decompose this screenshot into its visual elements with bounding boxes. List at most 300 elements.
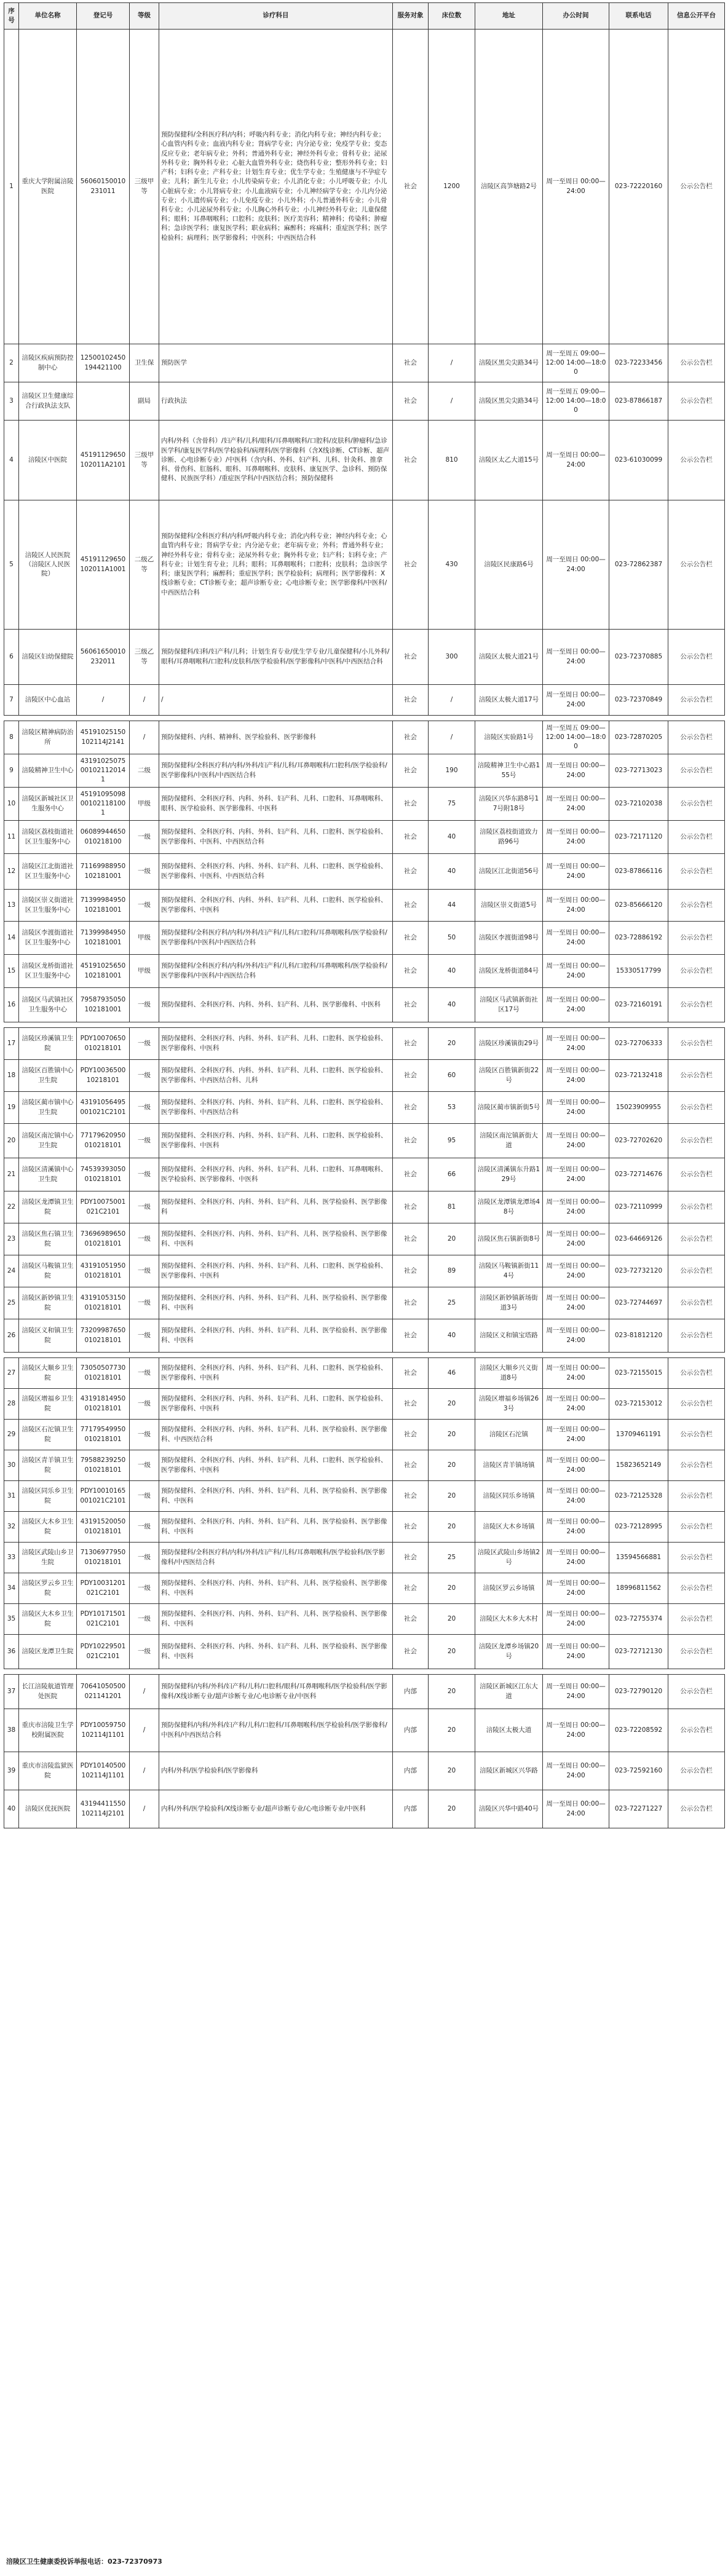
cell-phone: 023-72790120	[609, 1675, 668, 1709]
cell-beds: 20	[429, 1223, 475, 1255]
table-row	[4, 1543, 725, 1573]
cell-beds: 95	[429, 1124, 475, 1158]
table-row	[4, 1319, 725, 1353]
cell-no: 25	[4, 1287, 19, 1319]
hospital-table	[4, 2, 725, 1828]
cell-scope: 内科/外科/医学检验科/医学影像科	[159, 1752, 393, 1790]
cell-scope: 预防保健科/全科医疗科/内科；呼吸内科专业；消化内科专业；神经内科专业；心血管内科专业；血液内科专业；肾病学专业；内分泌专业；免疫学专业；变态反应专业；老年病专业；外科；普通外科专业；神经外科专业；骨科专业；泌尿外科专业；胸外科专业；心脏大血管外科专业；烧伤科专业；整形外科专业；妇产科；妇科专业；产科专业；计划生育专业；优生学专业；生殖健康与不孕症专业；儿科；新生儿专业；小儿传染病专业；小儿消化专业；小儿呼吸专业；小儿心脏病专业；小儿肾病专业；小儿血液病专业；小儿神经病学专业；小儿内分泌专业；小儿遗传病专业；小儿免疫专业；小儿外科；小儿普通外科专业；小儿骨科专业；小儿泌尿外科专业；小儿胸心外科专业；小儿神经外科专业；儿童保健科；眼科；耳鼻咽喉科；口腔科；皮肤科；医疗美容科；精神科；传染科；肿瘤科；急诊医学科；康复医学科；职业病科；麻醉科；疼痛科；重症医学科；医学检验科；病理科；医学影像科；中医科；中西医结合科	[159, 30, 393, 344]
cell-grade: 一级	[130, 1060, 159, 1092]
cell-beds: 75	[429, 788, 475, 821]
cell-service: 社会	[393, 1287, 429, 1319]
separator-cell	[4, 1669, 725, 1675]
cell-address: 涪陵区实验路1号	[475, 721, 543, 754]
cell-phone: 023-72712130	[609, 1635, 668, 1669]
cell-reg: PDY10075001021C2101	[77, 1191, 130, 1223]
cell-platform: 公示公告栏	[668, 1287, 725, 1319]
cell-platform: 公示公告栏	[668, 788, 725, 821]
cell-beds: 20	[429, 1604, 475, 1635]
cell-no: 27	[4, 1358, 19, 1389]
cell-phone: 023-72862387	[609, 500, 668, 630]
header-phone: 联系电话	[609, 3, 668, 30]
cell-service: 社会	[393, 1604, 429, 1635]
cell-no: 3	[4, 382, 19, 421]
cell-name: 涪陵区中医院	[19, 421, 77, 500]
hospital-list-sheet	[4, 2, 724, 1828]
cell-name: 重庆市涪陵卫生学校附属医院	[19, 1709, 77, 1752]
cell-reg: 45191129650102011A1001	[77, 500, 130, 630]
cell-phone: 023-72102038	[609, 788, 668, 821]
cell-grade: 一级	[130, 1635, 159, 1669]
cell-scope: 预防保健科、全科医疗科、内科、外科、妇产科、儿科、口腔科、医学检验科、医学影像科、中医科	[159, 890, 393, 922]
cell-address: 涪陵区崇义街道5号	[475, 890, 543, 922]
cell-hours: 周一至周日 00:00—24:00	[543, 1481, 609, 1512]
cell-no: 29	[4, 1420, 19, 1450]
cell-scope: 预防保健科、全科医疗科、内科、外科、妇产科、儿科、医学影像科、中医科	[159, 988, 393, 1022]
cell-platform: 公示公告栏	[668, 955, 725, 988]
cell-platform: 公示公告栏	[668, 821, 725, 854]
cell-phone: 023-72706333	[609, 1028, 668, 1060]
cell-no: 4	[4, 421, 19, 500]
cell-scope: 预防保健科、全科医疗科、内科、外科、妇产科、儿科、口腔科、医学检验科、医学影像科、中医科	[159, 1358, 393, 1389]
separator-cell	[4, 1022, 725, 1028]
cell-address: 涪陵区新妙镇新场街道3号	[475, 1287, 543, 1319]
cell-platform: 公示公告栏	[668, 630, 725, 685]
cell-phone: 023-72714676	[609, 1158, 668, 1191]
cell-no: 35	[4, 1604, 19, 1635]
cell-grade: 副局	[130, 382, 159, 421]
table-row	[4, 1675, 725, 1709]
cell-name: 涪陵区大木乡卫生院	[19, 1512, 77, 1543]
cell-hours: 周一至周日 00:00—24:00	[543, 1158, 609, 1191]
cell-no: 17	[4, 1028, 19, 1060]
cell-service: 社会	[393, 1060, 429, 1092]
cell-scope: 内科/外科/医学检验科/X线诊断专业/超声诊断专业/心电诊断专业/中医科	[159, 1790, 393, 1828]
cell-phone: 13709461191	[609, 1420, 668, 1450]
cell-platform: 公示公告栏	[668, 1450, 725, 1481]
cell-hours: 周一至周日 00:00—24:00	[543, 890, 609, 922]
cell-grade: 卫生保	[130, 344, 159, 382]
cell-platform: 公示公告栏	[668, 344, 725, 382]
cell-grade: /	[130, 1709, 159, 1752]
cell-name: 涪陵区大顺乡卫生院	[19, 1358, 77, 1389]
cell-service: 社会	[393, 1450, 429, 1481]
table-row	[4, 821, 725, 854]
cell-hours: 周一至周日 00:00—24:00	[543, 1028, 609, 1060]
cell-grade: 一级	[130, 1358, 159, 1389]
cell-grade: 一级	[130, 1124, 159, 1158]
cell-reg: 71306977950010218101	[77, 1543, 130, 1573]
cell-grade: 一级	[130, 1389, 159, 1420]
cell-no: 1	[4, 30, 19, 344]
cell-beds: 44	[429, 890, 475, 922]
cell-scope: 预防保健科、全科医疗科、内科、外科、妇产科、儿科、医学检验科、医学影像科、中医科	[159, 1573, 393, 1604]
cell-name: 重庆大学附属涪陵医院	[19, 30, 77, 344]
cell-phone: 023-72153012	[609, 1389, 668, 1420]
table-row	[4, 1790, 725, 1828]
cell-name: 涪陵精神卫生中心	[19, 754, 77, 788]
cell-hours: 周一至周日 00:00—24:00	[543, 1790, 609, 1828]
cell-no: 39	[4, 1752, 19, 1790]
cell-platform: 公示公告栏	[668, 1420, 725, 1450]
cell-no: 14	[4, 922, 19, 955]
cell-beds: 20	[429, 1389, 475, 1420]
table-row	[4, 421, 725, 500]
header-no: 序号	[4, 3, 19, 30]
cell-scope: 预防保健科/内科/外科/妇产科/儿科/口腔科/耳鼻咽喉科/医学检验科/医学影像科/中医科/中西医结合科	[159, 1709, 393, 1752]
cell-grade: 一级	[130, 890, 159, 922]
cell-grade: 一级	[130, 1319, 159, 1353]
cell-phone: 023-72744697	[609, 1287, 668, 1319]
cell-reg: 71169988950102181001	[77, 854, 130, 890]
cell-phone: 023-72155015	[609, 1358, 668, 1389]
cell-no: 19	[4, 1092, 19, 1124]
cell-name: 涪陵区石沱镇卫生院	[19, 1420, 77, 1450]
table-row	[4, 1092, 725, 1124]
table-row	[4, 1158, 725, 1191]
cell-phone: 023-72702620	[609, 1124, 668, 1158]
cell-platform: 公示公告栏	[668, 421, 725, 500]
cell-no: 11	[4, 821, 19, 854]
header-scope: 诊疗科目	[159, 3, 393, 30]
complaint-hotline: 涪陵区卫生健康委投诉举报电话：023-72370973	[6, 2558, 162, 2566]
cell-address: 涪陵区新城区兴华路	[475, 1752, 543, 1790]
cell-hours: 周一至周日 00:00—24:00	[543, 1389, 609, 1420]
table-row	[4, 1450, 725, 1481]
cell-platform: 公示公告栏	[668, 1709, 725, 1752]
cell-hours: 周一至周日 00:00—24:00	[543, 1092, 609, 1124]
cell-phone: 023-72233456	[609, 344, 668, 382]
cell-name: 涪陵区精神病防治所	[19, 721, 77, 754]
table-row	[4, 382, 725, 421]
cell-grade: 一级	[130, 1191, 159, 1223]
cell-grade: 一级	[130, 1481, 159, 1512]
table-row	[4, 988, 725, 1022]
cell-service: 社会	[393, 1543, 429, 1573]
cell-address: 涪陵区兴华中路40号	[475, 1790, 543, 1828]
cell-beds: 60	[429, 1060, 475, 1092]
cell-service: 社会	[393, 1223, 429, 1255]
cell-reg: 73696989650010218101	[77, 1223, 130, 1255]
cell-beds: /	[429, 382, 475, 421]
cell-hours: 周一至周日 00:00—24:00	[543, 685, 609, 716]
cell-scope: 预防保健科、全科医疗科、内科、外科、妇产科、儿科、医学检验科、医学影像科、中医科	[159, 1319, 393, 1353]
cell-reg: PDY10031201021C2101	[77, 1573, 130, 1604]
cell-no: 34	[4, 1573, 19, 1604]
cell-hours: 周一至周日 00:00—24:00	[543, 1255, 609, 1287]
cell-beds: /	[429, 685, 475, 716]
cell-name: 涪陵区龙潭镇卫生院	[19, 1191, 77, 1223]
cell-hours: 周一至周日 00:00—24:00	[543, 788, 609, 821]
cell-reg: PDY10229501021C2101	[77, 1635, 130, 1669]
cell-scope: /	[159, 685, 393, 716]
cell-service: 社会	[393, 1028, 429, 1060]
cell-reg: 74539393050010218101	[77, 1158, 130, 1191]
cell-platform: 公示公告栏	[668, 988, 725, 1022]
cell-grade: 一级	[130, 1604, 159, 1635]
cell-address: 涪陵区珍溪镇街29号	[475, 1028, 543, 1060]
cell-beds: 81	[429, 1191, 475, 1223]
cell-grade: 一级	[130, 1255, 159, 1287]
cell-reg: PDY1003650010218101	[77, 1060, 130, 1092]
cell-name: 涪陵区大木乡卫生院	[19, 1604, 77, 1635]
cell-name: 涪陵区新妙镇卫生院	[19, 1287, 77, 1319]
cell-service: 社会	[393, 955, 429, 988]
cell-address: 涪陵区蔺市镇新街5号	[475, 1092, 543, 1124]
cell-phone: 023-81812120	[609, 1319, 668, 1353]
cell-phone: 023-72870205	[609, 721, 668, 754]
cell-service: 社会	[393, 1124, 429, 1158]
cell-platform: 公示公告栏	[668, 890, 725, 922]
cell-grade: 三级乙等	[130, 630, 159, 685]
cell-scope: 预防保健科、全科医疗科、内科、外科、妇产科、儿科、口腔科、医学检验科、医学影像科、中西医结合科	[159, 1092, 393, 1124]
cell-no: 24	[4, 1255, 19, 1287]
cell-hours: 周一至周五 09:00—12:00 14:00—18:00	[543, 721, 609, 754]
cell-grade: 二级乙等	[130, 500, 159, 630]
cell-name: 涪陵区新城社区卫生服务中心	[19, 788, 77, 821]
cell-address: 涪陵区民康路6号	[475, 500, 543, 630]
table-separator	[4, 1353, 725, 1358]
cell-service: 社会	[393, 1319, 429, 1353]
table-row	[4, 1709, 725, 1752]
cell-beds: 50	[429, 922, 475, 955]
cell-scope: 预防保健科、全科医疗科、内科、外科、妇产科、儿科、口腔科、医学检验科、医学影像科、中医科	[159, 1389, 393, 1420]
cell-beds: 40	[429, 854, 475, 890]
cell-beds: 810	[429, 421, 475, 500]
cell-name: 涪陵区龙桥街道社区卫生服务中心	[19, 955, 77, 988]
cell-platform: 公示公告栏	[668, 1158, 725, 1191]
cell-grade: /	[130, 685, 159, 716]
cell-address: 涪陵区黑尖尖路34号	[475, 344, 543, 382]
cell-address: 涪陵区同乐乡场镇	[475, 1481, 543, 1512]
cell-reg: 45191025150102114J2141	[77, 721, 130, 754]
cell-name: 长江涪陵航道管理处医院	[19, 1675, 77, 1709]
cell-grade: 一级	[130, 1512, 159, 1543]
cell-platform: 公示公告栏	[668, 1223, 725, 1255]
cell-no: 8	[4, 721, 19, 754]
cell-phone: 023-87866187	[609, 382, 668, 421]
cell-hours: 周一至周日 00:00—24:00	[543, 1287, 609, 1319]
cell-beds: 430	[429, 500, 475, 630]
cell-address: 涪陵区荔枝街道致力路96号	[475, 821, 543, 854]
cell-scope: 预防保健科、全科医疗科、内科、外科、妇产科、儿科、医学检验科、医学影像科、中医科	[159, 1223, 393, 1255]
cell-phone: 023-72110999	[609, 1191, 668, 1223]
cell-scope: 预防保健科/内科/外科/妇产科/儿科/口腔科/眼科/耳鼻咽喉科/医学检验科/医学影像科/X线诊断专业/超声诊断专业/心电诊断专业/中医科	[159, 1675, 393, 1709]
cell-address: 涪陵区太乙大道15号	[475, 421, 543, 500]
cell-grade: /	[130, 1752, 159, 1790]
cell-address: 涪陵精神卫生中心路155号	[475, 754, 543, 788]
cell-phone: 023-64669126	[609, 1223, 668, 1255]
cell-no: 7	[4, 685, 19, 716]
cell-phone: 15823652149	[609, 1450, 668, 1481]
cell-platform: 公示公告栏	[668, 500, 725, 630]
cell-no: 20	[4, 1124, 19, 1158]
cell-hours: 周一至周日 00:00—24:00	[543, 1450, 609, 1481]
cell-scope: 预防保健科/全科医疗科/内科/外科/妇产科/儿科/口腔科/耳鼻咽喉科/医学检验科/医学影像科/中医科/中西医结合科	[159, 922, 393, 955]
cell-name: 涪陵区妇幼保健院	[19, 630, 77, 685]
cell-phone: 023-72755374	[609, 1604, 668, 1635]
cell-reg: 06089944650010218100	[77, 821, 130, 854]
cell-name: 涪陵区焦石镇卫生院	[19, 1223, 77, 1255]
cell-service: 社会	[393, 500, 429, 630]
cell-beds: 53	[429, 1092, 475, 1124]
header-service: 服务对象	[393, 3, 429, 30]
cell-platform: 公示公告栏	[668, 854, 725, 890]
cell-beds: 40	[429, 955, 475, 988]
cell-reg	[77, 382, 130, 421]
cell-hours: 周一至周日 00:00—24:00	[543, 821, 609, 854]
cell-address: 涪陵区石沱镇	[475, 1420, 543, 1450]
cell-service: 社会	[393, 922, 429, 955]
cell-name: 涪陵区疾病预防控制中心	[19, 344, 77, 382]
cell-phone: 13594566881	[609, 1543, 668, 1573]
cell-scope: 预防保健科、全科医疗科、内科、外科、妇产科、儿科、医学检验科、医学影像科、中医科	[159, 1481, 393, 1512]
cell-grade: 一级	[130, 1543, 159, 1573]
cell-reg: 43191520050010218101	[77, 1512, 130, 1543]
cell-beds: 1200	[429, 30, 475, 344]
cell-service: 内部	[393, 1709, 429, 1752]
cell-phone: 18996811562	[609, 1573, 668, 1604]
cell-service: 社会	[393, 344, 429, 382]
cell-platform: 公示公告栏	[668, 754, 725, 788]
cell-address: 涪陵区龙潭镇龙潭场48号	[475, 1191, 543, 1223]
cell-address: 涪陵区南沱镇新街大道	[475, 1124, 543, 1158]
cell-no: 31	[4, 1481, 19, 1512]
cell-name: 涪陵区马武镇社区卫生服务中心	[19, 988, 77, 1022]
cell-address: 涪陵区百胜镇新街22号	[475, 1060, 543, 1092]
cell-beds: 20	[429, 1709, 475, 1752]
cell-phone: 15023909955	[609, 1092, 668, 1124]
cell-hours: 周一至周日 00:00—24:00	[543, 754, 609, 788]
table-row	[4, 1635, 725, 1669]
cell-service: 社会	[393, 630, 429, 685]
cell-scope: 预防保健科、全科医疗科、内科、外科、妇产科、儿科、口腔科、医学检验科、医学影像科、中医科、中西医结合科	[159, 854, 393, 890]
cell-no: 23	[4, 1223, 19, 1255]
cell-name: 涪陵区人民医院（涪陵区人民医院）	[19, 500, 77, 630]
header-beds: 床位数	[429, 3, 475, 30]
cell-reg: PDY10171501021C2101	[77, 1604, 130, 1635]
cell-platform: 公示公告栏	[668, 721, 725, 754]
table-separator	[4, 1669, 725, 1675]
cell-hours: 周一至周日 00:00—24:00	[543, 1223, 609, 1255]
cell-phone: 023-72132418	[609, 1060, 668, 1092]
cell-name: 涪陵区青羊镇卫生院	[19, 1450, 77, 1481]
cell-scope: 预防保健科、全科医疗科、内科、外科、妇产科、儿科、口腔科、耳鼻咽喉科、医学检验科、医学影像科、中医科	[159, 1158, 393, 1191]
cell-no: 13	[4, 890, 19, 922]
cell-beds: 46	[429, 1358, 475, 1389]
cell-service: 社会	[393, 1255, 429, 1287]
cell-hours: 周一至周日 00:00—24:00	[543, 1709, 609, 1752]
cell-platform: 公示公告栏	[668, 1635, 725, 1669]
cell-reg: 77179620950010218101	[77, 1124, 130, 1158]
cell-hours: 周一至周日 00:00—24:00	[543, 1752, 609, 1790]
table-row	[4, 30, 725, 344]
cell-no: 12	[4, 854, 19, 890]
cell-beds: 40	[429, 1319, 475, 1353]
cell-no: 40	[4, 1790, 19, 1828]
cell-platform: 公示公告栏	[668, 1790, 725, 1828]
cell-reg: 45191025650102181001	[77, 955, 130, 988]
cell-phone: 023-72125328	[609, 1481, 668, 1512]
cell-grade: 一级	[130, 1092, 159, 1124]
cell-name: 涪陵区卫生健康综合行政执法支队	[19, 382, 77, 421]
cell-phone: 023-72713023	[609, 754, 668, 788]
cell-phone: 023-72208592	[609, 1709, 668, 1752]
cell-service: 社会	[393, 382, 429, 421]
table-row	[4, 1287, 725, 1319]
cell-phone: 023-87866116	[609, 854, 668, 890]
table-row	[4, 788, 725, 821]
cell-service: 内部	[393, 1790, 429, 1828]
cell-platform: 公示公告栏	[668, 1675, 725, 1709]
table-row	[4, 922, 725, 955]
table-row	[4, 1512, 725, 1543]
cell-reg: 77179549950010218101	[77, 1420, 130, 1450]
cell-beds: 20	[429, 1481, 475, 1512]
cell-phone: 023-61030099	[609, 421, 668, 500]
cell-reg: 45191129650102011A2101	[77, 421, 130, 500]
cell-reg: PDY10140500102114J1101	[77, 1752, 130, 1790]
cell-beds: 20	[429, 1573, 475, 1604]
table-row	[4, 721, 725, 754]
cell-platform: 公示公告栏	[668, 1060, 725, 1092]
cell-address: 涪陵区太极大道17号	[475, 685, 543, 716]
cell-no: 16	[4, 988, 19, 1022]
cell-no: 33	[4, 1543, 19, 1573]
cell-address: 涪陵区太极大道21号	[475, 630, 543, 685]
cell-platform: 公示公告栏	[668, 1319, 725, 1353]
cell-reg: 79588239250010218101	[77, 1450, 130, 1481]
cell-service: 社会	[393, 754, 429, 788]
cell-platform: 公示公告栏	[668, 685, 725, 716]
cell-address: 涪陵区清溪镇东升路129号	[475, 1158, 543, 1191]
table-row	[4, 1124, 725, 1158]
cell-name: 涪陵区蔺市镇中心卫生院	[19, 1092, 77, 1124]
cell-scope: 行政执法	[159, 382, 393, 421]
cell-hours: 周一至周日 00:00—24:00	[543, 988, 609, 1022]
cell-name: 涪陵区清溪镇中心卫生院	[19, 1158, 77, 1191]
cell-beds: 20	[429, 1675, 475, 1709]
cell-reg: 71399984950102181001	[77, 890, 130, 922]
table-row	[4, 955, 725, 988]
cell-reg: 43191053150010218101	[77, 1287, 130, 1319]
cell-grade: /	[130, 1790, 159, 1828]
header-hours: 办公时间	[543, 3, 609, 30]
table-row	[4, 1573, 725, 1604]
table-row	[4, 1358, 725, 1389]
cell-platform: 公示公告栏	[668, 1573, 725, 1604]
cell-phone: 023-85666120	[609, 890, 668, 922]
cell-hours: 周一至周日 00:00—24:00	[543, 1420, 609, 1450]
cell-address: 涪陵区高笋塘路2号	[475, 30, 543, 344]
cell-hours: 周一至周日 00:00—24:00	[543, 500, 609, 630]
cell-no: 6	[4, 630, 19, 685]
cell-phone: 023-72128995	[609, 1512, 668, 1543]
cell-reg: 79587935050102181001	[77, 988, 130, 1022]
cell-no: 32	[4, 1512, 19, 1543]
table-header-row	[4, 3, 725, 30]
cell-grade: 一级	[130, 1158, 159, 1191]
cell-service: 社会	[393, 1092, 429, 1124]
cell-grade: /	[130, 1675, 159, 1709]
cell-service: 社会	[393, 988, 429, 1022]
cell-address: 涪陵区龙桥街道84号	[475, 955, 543, 988]
cell-name: 涪陵区江北街道社区卫生服务中心	[19, 854, 77, 890]
cell-scope: 预防保健科/全科医疗科/内科/呼吸内科专业；消化内科专业；神经内科专业；心血管内科专业；肾病学专业；内分泌专业；老年病专业；外科；普通外科专业；神经外科专业；骨科专业；泌尿外科专业；胸外科专业；妇产科；妇科专业；产科专业；计划生育专业；儿科；眼科；耳鼻咽喉科；口腔科；皮肤科；急诊医学科；康复医学科；麻醉科；重症医学科；医学检验科；病理科；医学影像科：X线诊断专业；CT诊断专业；超声诊断专业；心电诊断专业；医学影像科/中医科/中西医结合科	[159, 500, 393, 630]
cell-name: 涪陵区荔枝街道社区卫生服务中心	[19, 821, 77, 854]
cell-phone: 023-72271227	[609, 1790, 668, 1828]
cell-no: 37	[4, 1675, 19, 1709]
cell-platform: 公示公告栏	[668, 1389, 725, 1420]
